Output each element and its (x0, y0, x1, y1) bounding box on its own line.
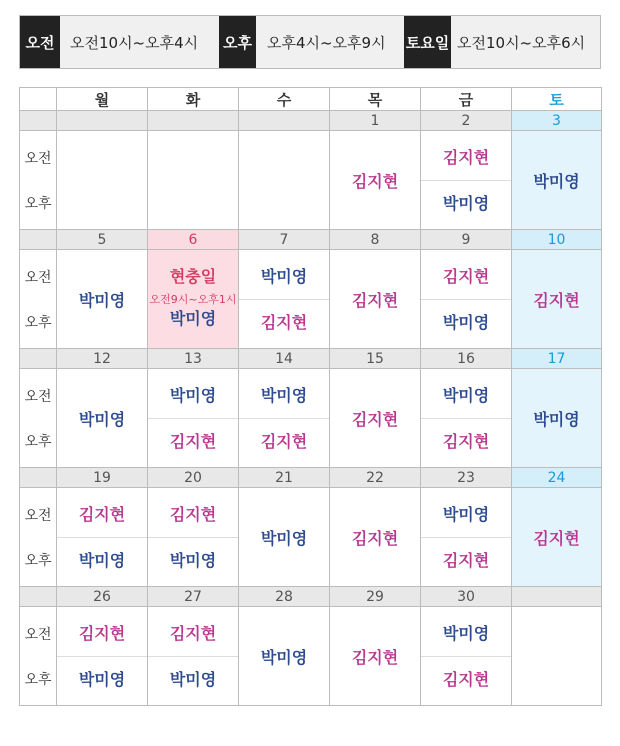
ampm-label-cell (20, 131, 57, 230)
staff-name: 박미영 (533, 410, 580, 429)
date-row (20, 468, 602, 488)
day-cell (330, 369, 421, 468)
staff-name-pm: 박미영 (442, 194, 490, 213)
schedule-row (20, 250, 602, 349)
staff-name-am: 박미영 (260, 267, 308, 286)
ampm-divider (239, 418, 329, 419)
date-number (512, 587, 602, 607)
staff-name-am: 박미영 (442, 505, 490, 524)
date-number: 28 (239, 587, 330, 607)
staff-name: 박미영 (260, 648, 308, 667)
staff-name-pm: 박미영 (169, 551, 217, 570)
day-cell (239, 369, 330, 468)
day-cell (148, 131, 239, 230)
staff-name: 김지현 (351, 529, 399, 548)
ampm-label-cell (20, 369, 57, 468)
day-cell (148, 369, 239, 468)
schedule-row (20, 369, 602, 468)
pm-label: 오후 (24, 315, 52, 331)
schedule-row (20, 131, 602, 230)
hours-label-pm: 오후 (219, 16, 256, 68)
date-number: 23 (421, 468, 512, 488)
weekday-mon: 월 (57, 88, 148, 111)
day-cell (239, 488, 330, 587)
staff-name-pm: 김지현 (442, 670, 490, 689)
date-number: 20 (148, 468, 239, 488)
am-label: 오전 (24, 270, 52, 286)
staff-name: 박미영 (260, 529, 308, 548)
day-cell (239, 250, 330, 349)
date-row-spacer (20, 349, 57, 369)
staff-name-pm: 박미영 (78, 551, 126, 570)
am-label: 오전 (24, 389, 52, 405)
staff-name: 박미영 (169, 309, 217, 328)
weekday-header-row (20, 88, 602, 111)
date-number: 10 (512, 230, 602, 250)
ampm-divider (421, 418, 511, 419)
date-number: 3 (512, 111, 602, 131)
staff-name: 박미영 (78, 291, 126, 310)
day-cell (512, 607, 602, 706)
ampm-label-cell (20, 250, 57, 349)
staff-name: 김지현 (351, 648, 399, 667)
day-cell (57, 250, 148, 349)
date-number: 17 (512, 349, 602, 369)
date-number: 12 (57, 349, 148, 369)
day-cell (421, 488, 512, 587)
date-number: 16 (421, 349, 512, 369)
date-row-spacer (20, 587, 57, 607)
day-cell (57, 131, 148, 230)
ampm-divider (148, 418, 238, 419)
date-number: 6 (148, 230, 239, 250)
day-cell (421, 607, 512, 706)
weekday-wed: 수 (239, 88, 330, 111)
staff-name: 김지현 (533, 529, 580, 548)
staff-name-pm: 박미영 (442, 313, 490, 332)
date-row (20, 349, 602, 369)
staff-name: 김지현 (351, 172, 399, 191)
holiday-title: 현충일 (169, 267, 217, 286)
day-cell (421, 131, 512, 230)
weekday-tue: 화 (148, 88, 239, 111)
date-number: 5 (57, 230, 148, 250)
date-number (57, 111, 148, 131)
date-number: 2 (421, 111, 512, 131)
day-cell (330, 131, 421, 230)
staff-name-am: 박미영 (260, 386, 308, 405)
pm-label: 오후 (24, 553, 52, 569)
staff-name-am: 김지현 (78, 505, 126, 524)
staff-name-pm: 김지현 (260, 313, 308, 332)
hours-label-am: 오전 (20, 16, 60, 68)
staff-name-am: 박미영 (442, 624, 490, 643)
day-cell (512, 369, 602, 468)
date-number: 27 (148, 587, 239, 607)
day-cell (421, 369, 512, 468)
staff-name: 박미영 (533, 172, 580, 191)
hours-value-saturday: 오전10시~오후6시 (457, 33, 586, 52)
staff-name-am: 김지현 (442, 267, 490, 286)
day-cell (57, 607, 148, 706)
staff-name: 김지현 (351, 410, 399, 429)
business-hours-bar (19, 15, 601, 69)
staff-name-am: 김지현 (442, 148, 490, 167)
day-cell (57, 369, 148, 468)
date-number: 26 (57, 587, 148, 607)
staff-name-am: 김지현 (169, 624, 217, 643)
staff-name: 박미영 (78, 410, 126, 429)
date-number: 9 (421, 230, 512, 250)
staff-name-am: 김지현 (169, 505, 217, 524)
day-cell (239, 131, 330, 230)
date-number: 1 (330, 111, 421, 131)
am-label: 오전 (24, 627, 52, 643)
date-number (148, 111, 239, 131)
weekday-thu: 목 (330, 88, 421, 111)
day-cell (330, 488, 421, 587)
day-cell (512, 131, 602, 230)
holiday-hours: 오전9시~오후1시 (149, 293, 237, 306)
day-cell (239, 607, 330, 706)
date-number: 7 (239, 230, 330, 250)
staff-name-am: 박미영 (442, 386, 490, 405)
schedule-calendar (19, 87, 602, 706)
ampm-divider (421, 180, 511, 181)
day-cell (148, 250, 239, 349)
ampm-divider (421, 656, 511, 657)
day-cell (330, 607, 421, 706)
ampm-label-cell (20, 488, 57, 587)
am-label: 오전 (24, 151, 52, 167)
date-number: 19 (57, 468, 148, 488)
schedule-row (20, 488, 602, 587)
date-row-spacer (20, 230, 57, 250)
date-number: 30 (421, 587, 512, 607)
date-number (239, 111, 330, 131)
date-row (20, 230, 602, 250)
schedule-row (20, 607, 602, 706)
ampm-divider (421, 537, 511, 538)
day-cell (421, 250, 512, 349)
date-number: 21 (239, 468, 330, 488)
staff-name-am: 김지현 (78, 624, 126, 643)
day-cell (57, 488, 148, 587)
date-number: 24 (512, 468, 602, 488)
day-cell (512, 250, 602, 349)
date-number: 29 (330, 587, 421, 607)
pm-label: 오후 (24, 434, 52, 450)
pm-label: 오후 (24, 196, 52, 212)
ampm-divider (57, 537, 147, 538)
date-row-spacer (20, 468, 57, 488)
date-number: 14 (239, 349, 330, 369)
am-label: 오전 (24, 508, 52, 524)
date-row (20, 587, 602, 607)
weekday-sat: 토 (512, 88, 602, 111)
date-row-spacer (20, 111, 57, 131)
ampm-divider (239, 299, 329, 300)
staff-name-pm: 박미영 (78, 670, 126, 689)
day-cell (512, 488, 602, 587)
staff-name-pm: 김지현 (442, 432, 490, 451)
ampm-divider (148, 537, 238, 538)
ampm-divider (57, 656, 147, 657)
date-number: 15 (330, 349, 421, 369)
staff-name: 김지현 (351, 291, 399, 310)
ampm-divider (148, 656, 238, 657)
day-cell (330, 250, 421, 349)
date-number: 8 (330, 230, 421, 250)
hours-label-saturday: 토요일 (404, 16, 451, 68)
pm-label: 오후 (24, 672, 52, 688)
staff-name-am: 박미영 (169, 386, 217, 405)
staff-name-pm: 김지현 (442, 551, 490, 570)
corner-cell (20, 88, 57, 111)
date-row (20, 111, 602, 131)
staff-name-pm: 박미영 (169, 670, 217, 689)
hours-value-am: 오전10시~오후4시 (70, 33, 199, 52)
hours-value-pm: 오후4시~오후9시 (267, 33, 386, 52)
staff-name-pm: 김지현 (169, 432, 217, 451)
date-number: 13 (148, 349, 239, 369)
ampm-label-cell (20, 607, 57, 706)
staff-name-pm: 김지현 (260, 432, 308, 451)
staff-name: 김지현 (533, 291, 580, 310)
ampm-divider (421, 299, 511, 300)
weekday-fri: 금 (421, 88, 512, 111)
day-cell (148, 607, 239, 706)
date-number: 22 (330, 468, 421, 488)
day-cell (148, 488, 239, 587)
